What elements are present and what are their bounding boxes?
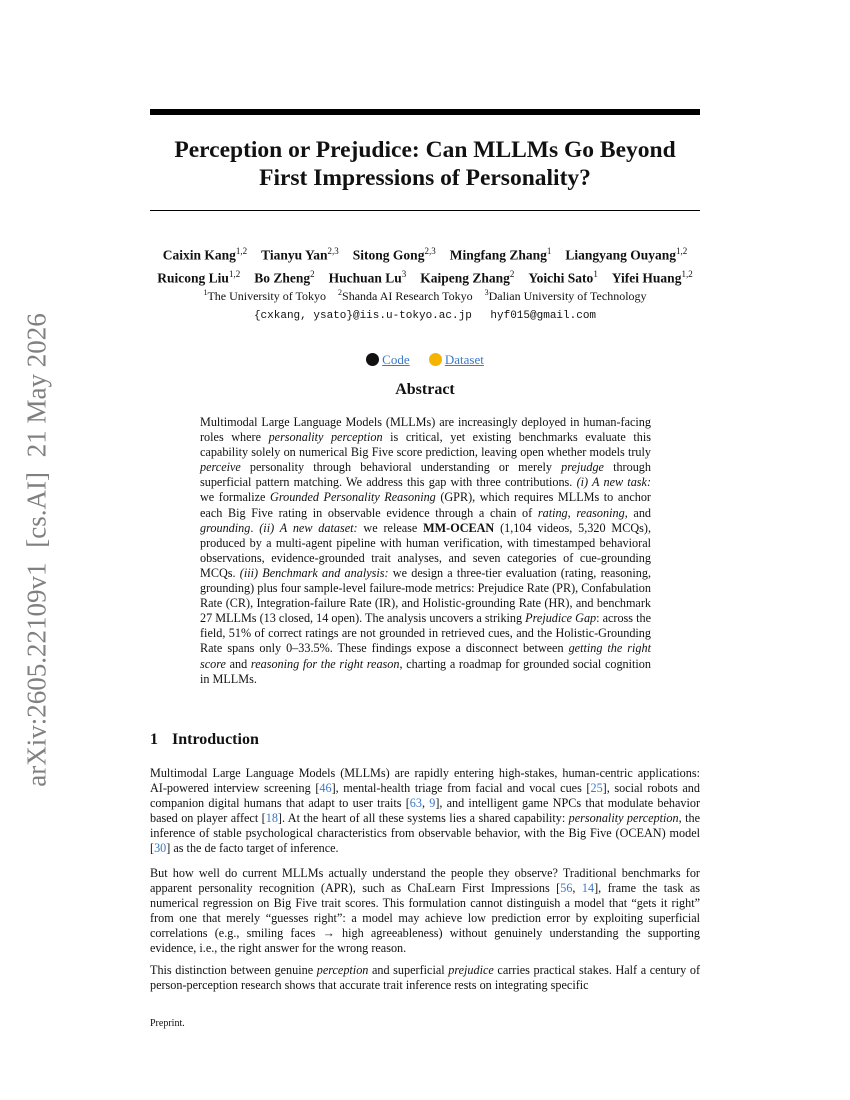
author <box>420 265 514 288</box>
text-run: is critical, yet existing benchmarks evaluate this capability solely on numerical Big Five score prediction, leaving open whether models truly <box>200 430 651 460</box>
huggingface-icon <box>429 353 442 366</box>
citation-link[interactable]: 46 <box>319 781 332 796</box>
author-name: Liangyang Ouyang <box>565 247 677 263</box>
author-affiliation-mark: 1,2 <box>228 268 241 279</box>
text-run: ] as the de facto target of inference. <box>166 841 339 856</box>
author-name: Huchuan Lu <box>328 270 402 285</box>
author-name: Ruicong Liu <box>157 270 229 285</box>
author-affiliation-mark: 1,2 <box>676 246 688 256</box>
text-run: and <box>225 656 251 671</box>
emphasis-run: prejudge <box>561 460 604 475</box>
emphasis-run: personality perception <box>268 430 383 445</box>
affiliation-name: Shanda AI Research Tokyo <box>342 289 473 303</box>
text-run: , <box>567 505 577 520</box>
emphasis-run: getting the right score <box>200 641 651 671</box>
emphasis-run: (ii) A new dataset: <box>259 520 358 535</box>
text-run: we formalize <box>200 490 271 505</box>
github-icon <box>366 353 379 366</box>
emphasis-run: reasoning <box>576 505 625 520</box>
text-run: ], mental-health triage from facial and vocal cues [ <box>331 781 591 796</box>
emphasis-run: Prejudice Gap <box>525 611 597 626</box>
abstract-heading: Abstract <box>395 381 455 398</box>
text-run: , <box>572 881 582 896</box>
resource-links <box>150 352 700 368</box>
affiliation-number: 2 <box>338 288 343 297</box>
author <box>163 242 247 265</box>
emphasis-run: grounding <box>200 520 251 535</box>
section-heading <box>150 731 259 749</box>
text-run: But how well do current MLLMs actually understand the people they observe? Traditional benchmarks for apparent personality recognition (APR), such as ChaLearn First Impressions [ <box>150 866 700 896</box>
bold-run: MM-OCEAN <box>423 520 495 535</box>
affiliation-name: The University of Tokyo <box>207 289 327 303</box>
title-bottom-rule <box>150 210 700 211</box>
text-run: , <box>421 796 430 811</box>
author <box>329 265 407 288</box>
author-affiliation-mark: 2 <box>509 268 515 279</box>
author-name: Sitong Gong <box>352 247 425 263</box>
author-row <box>120 242 730 265</box>
author-name: Caixin Kang <box>162 247 236 263</box>
text-run: . <box>250 520 260 535</box>
author-affiliation-mark: 3 <box>401 268 407 279</box>
citation-link[interactable]: 25 <box>590 781 603 796</box>
author-affiliation-mark: 2,3 <box>424 246 436 256</box>
text-run: , and <box>624 505 652 520</box>
emphasis-run: reasoning for the right reason <box>250 656 400 671</box>
citation-link[interactable]: 9 <box>429 796 436 811</box>
contact-emails <box>150 310 700 322</box>
emphasis-run: Grounded Personality Reasoning <box>270 490 436 505</box>
author-name: Bo Zheng <box>254 270 311 285</box>
intro-paragraph-1 <box>150 766 700 857</box>
footer-note: Preprint. <box>150 1018 185 1029</box>
paper-title <box>150 136 700 192</box>
text-run: ], and intelligent game NPCs that modulate behavior based on player affect [ <box>150 796 701 826</box>
dataset-link[interactable]: Dataset <box>444 352 484 367</box>
citation-link[interactable]: 14 <box>581 881 595 896</box>
text-run: we release <box>357 520 424 535</box>
author-row <box>120 265 730 288</box>
title-line-1: Perception or Prejudice: Can MLLMs Go Beyond <box>174 137 676 163</box>
citation-link[interactable]: 63 <box>409 796 422 811</box>
text-run: Multimodal Large Language Models (MLLMs) are rapidly entering high-stakes, human-centric applications: AI-powered interview screening [ <box>150 766 700 796</box>
author-affiliation-mark: 2,3 <box>327 246 339 256</box>
emphasis-run: perceive <box>200 460 241 475</box>
author-list <box>120 242 730 287</box>
text-run: , charting a roadmap for grounded social cognition in MLLMs. <box>200 656 651 686</box>
author-name: Kaipeng Zhang <box>420 270 510 285</box>
arxiv-category: [cs.AI] <box>21 472 52 548</box>
author <box>353 242 436 265</box>
author <box>254 265 314 288</box>
intro-paragraph-2 <box>150 866 700 957</box>
text-run: through superficial pattern matching. We address this gap with three contributions. <box>200 460 651 490</box>
text-run: carries practical stakes. Half a century of person-perception research shows that accurate trait inference rests on integrating specific <box>150 963 701 993</box>
arxiv-id: arXiv:2605.22109v1 <box>21 562 52 787</box>
email-1[interactable]: {cxkang, ysato}@iis.u-tokyo.ac.jp <box>253 310 472 322</box>
affiliation-number: 1 <box>203 288 208 297</box>
author <box>528 265 597 288</box>
author <box>450 242 552 265</box>
author-name: Mingfang Zhang <box>449 247 547 263</box>
affiliation-name: Dalian University of Technology <box>488 289 647 303</box>
text-run: , the inference of stable psychological characteristics from observable behavior, with the Big Five (OCEAN) model [ <box>150 811 700 856</box>
emphasis-run: perception <box>316 963 369 977</box>
citation-link[interactable]: 56 <box>560 881 573 896</box>
emphasis-run: prejudice <box>448 963 494 977</box>
text-run: personality through behavioral understanding or merely <box>240 460 562 475</box>
citation-link[interactable]: 30 <box>154 841 167 856</box>
section-number: 1 <box>150 731 158 748</box>
text-run: Multimodal Large Language Models (MLLMs) are increasingly deployed in human-facing roles where <box>200 415 651 445</box>
abstract-body <box>200 415 651 687</box>
author-affiliation-mark: 1,2 <box>235 246 248 256</box>
author <box>157 265 240 288</box>
affiliation-number: 3 <box>484 288 489 297</box>
text-run: ], frame the task as numerical regression on Big Five trait scores. This formulation cannot distinguish a model that “gets it right” from one that merely “guesses right”: a model may achieve low prediction error by exploiting superficial correlations (e.g., smiling faces → high agreeableness) without genuinely understanding the supporting evidence, i.e., the right answer for the wrong reason. <box>150 881 700 956</box>
author <box>612 265 693 288</box>
text-run: we design a three-tier evaluation (rating, reasoning, grounding) plus four sample-level failure-mode metrics: Prejudice Rate (PR), Confabulation Rate (CR), Integration-failure Rate (IR), and Holistic-grounding Rate (HR), and benchmark 27 MLLMs (13 closed, 14 open). The analysis uncovers a striking <box>200 565 652 626</box>
affiliation <box>485 289 647 303</box>
author-affiliation-mark: 1,2 <box>681 268 693 279</box>
emphasis-run: rating <box>537 505 568 520</box>
emphasis-run: (i) A new task: <box>576 475 651 490</box>
author <box>261 242 339 265</box>
text-run: : across the field, 51% of correct ratings are not grounded in retrieved cues, and the Holistic-Grounding Rate spans only 0–33.5%. These findings expose a disconnect between <box>200 611 651 656</box>
author-affiliation-mark: 1 <box>546 246 552 256</box>
email-2[interactable]: hyf015@gmail.com <box>490 310 597 322</box>
author-affiliation-mark: 2 <box>310 268 315 279</box>
citation-link[interactable]: 18 <box>265 811 278 826</box>
emphasis-run: personality perception <box>568 811 679 826</box>
arxiv-date: 21 May 2026 <box>21 313 52 458</box>
text-run: ], social robots and companion digital humans that adapt to user traits [ <box>150 781 700 811</box>
title-line-2: First Impressions of Personality? <box>259 165 591 191</box>
author-name: Tianyu Yan <box>261 247 328 263</box>
text-run: (1,104 videos, 5,320 MCQs), produced by a multi-agent pipeline with human verification, with timestamped behavioral observations, evidence-grounded trait analyses, and seven categories of cue-grounding MCQs. <box>200 520 651 580</box>
section-title: Introduction <box>172 731 259 748</box>
affiliation-list <box>150 288 700 304</box>
text-run: ]. At the heart of all these systems lies a shared capability: <box>277 811 569 826</box>
author-affiliation-mark: 1 <box>593 268 598 279</box>
arxiv-stamp <box>22 309 53 790</box>
text-run: and superficial <box>368 963 449 977</box>
author-name: Yifei Huang <box>611 270 682 285</box>
dataset-link-group <box>429 352 484 367</box>
text-run: This distinction between genuine <box>150 963 317 977</box>
code-link-group <box>366 352 409 367</box>
author-name: Yoichi Sato <box>528 270 594 285</box>
title-top-rule <box>150 109 700 115</box>
affiliation <box>203 289 326 303</box>
emphasis-run: (iii) Benchmark and analysis: <box>239 565 389 580</box>
affiliation <box>338 289 473 303</box>
intro-paragraph-3 <box>150 963 700 993</box>
text-run: (GPR), which requires MLLMs to anchor each Big Five rating in observable evidence through a chain of <box>200 490 651 520</box>
author <box>565 242 687 265</box>
code-link[interactable]: Code <box>382 352 410 367</box>
